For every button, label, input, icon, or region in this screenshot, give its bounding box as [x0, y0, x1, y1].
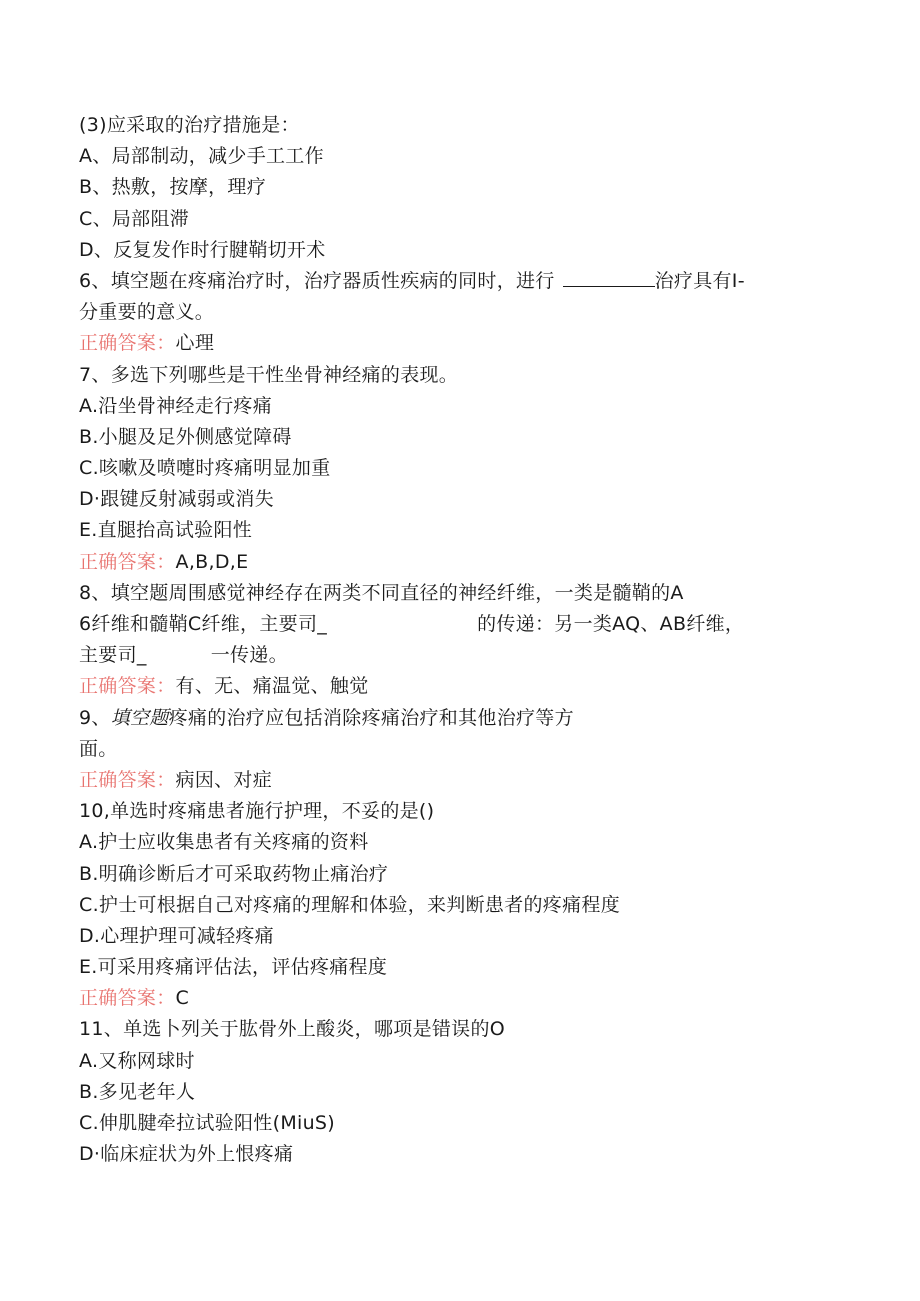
option-e: E.可采用疼痛评估法，评估疼痛程度	[79, 956, 388, 979]
answer-line	[79, 983, 839, 1014]
answer-value: 有、无、痛温觉、触觉	[175, 675, 369, 698]
option-c: C.咳嗽及喷嚏时疼痛明显加重	[79, 457, 331, 480]
stem-continuation	[79, 609, 839, 640]
question-type: 填空题	[110, 706, 169, 729]
question-stem	[79, 703, 839, 734]
stem-text: 主要司_	[79, 644, 147, 667]
answer-label: 正确答案：	[79, 332, 176, 355]
question-stem: (3)应采取的治疗措施是：	[79, 114, 300, 136]
stem-continuation	[79, 640, 839, 671]
question-stem: 10,单选时疼痛患者施行护理，不妥的是()	[79, 800, 435, 823]
answer-value: 病因、对症	[175, 768, 273, 791]
option-a: A.沿坐骨神经走行疼痛	[79, 394, 273, 417]
answer-value: A,B,D,E	[175, 550, 249, 573]
option-c: C.护士可根据自己对疼痛的理解和体验，来判断患者的疼痛程度	[79, 893, 621, 916]
stem-text: 6纤维和髓鞘C纤维，主要司_	[79, 613, 328, 635]
answer-line	[79, 328, 839, 359]
fill-blank	[563, 268, 655, 287]
stem-text: 治疗具有I-	[654, 269, 745, 292]
option-b: B.多见老年人	[79, 1080, 196, 1103]
stem-continuation: 面。	[79, 737, 118, 760]
question-stem: 7、多选下列哪些是干性坐骨神经痛的表现。	[79, 363, 459, 386]
option-d: D、反复发作时行腱鞘切开术	[79, 238, 326, 261]
answer-label: 正确答案：	[79, 550, 176, 573]
stem-text: 一传递。	[210, 644, 288, 667]
question-number: 9、	[79, 706, 111, 729]
stem-text: 疼痛的治疗应包括消除疼痛治疗和其他治疗等方	[168, 706, 574, 729]
option-d: D·临床症状为外上恨疼痛	[79, 1143, 294, 1166]
answer-line	[79, 671, 839, 702]
answer-value: 心理	[175, 332, 215, 355]
option-a: A.又称网球时	[79, 1049, 195, 1072]
question-stem: 11、单选卜列关于肱骨外上酸炎，哪项是错误的O	[79, 1018, 506, 1041]
option-d: D·跟键反射减弱或消失	[79, 488, 274, 511]
option-c: C.伸肌腱牵拉试验阳性(MiuS)	[79, 1112, 336, 1134]
option-a: A.护士应收集患者有关疼痛的资料	[79, 831, 369, 854]
option-e: E.直腿抬高试验阳性	[79, 519, 253, 542]
question-content	[79, 110, 839, 1170]
stem-text: 6、填空题在疼痛治疗时，治疗器质性疾病的同时，进行	[79, 269, 555, 292]
option-b: B.小腿及足外侧感觉障碍	[79, 425, 292, 448]
option-d: D.心理护理可减轻疼痛	[79, 924, 274, 947]
answer-line	[79, 765, 839, 796]
stem-text: 的传递：另一类AQ、AB纤维，	[477, 613, 745, 635]
option-b: B、热敷，按摩，理疗	[79, 176, 267, 199]
stem-continuation: 分重要的意义。	[79, 301, 215, 324]
option-b: B.明确诊断后才可采取药物止痛治疗	[79, 862, 389, 885]
answer-label: 正确答案：	[79, 768, 176, 791]
answer-value: C	[175, 987, 190, 1010]
option-c: C、局部阻滞	[79, 207, 190, 230]
answer-label: 正确答案：	[79, 675, 176, 698]
answer-line	[79, 547, 839, 578]
question-stem: 8、填空题周围感觉神经存在两类不同直径的神经纤维，一类是髓鞘的A	[79, 581, 684, 604]
question-stem	[79, 266, 839, 297]
answer-label: 正确答案：	[79, 987, 176, 1010]
option-a: A、局部制动，减少手工工作	[79, 145, 324, 168]
